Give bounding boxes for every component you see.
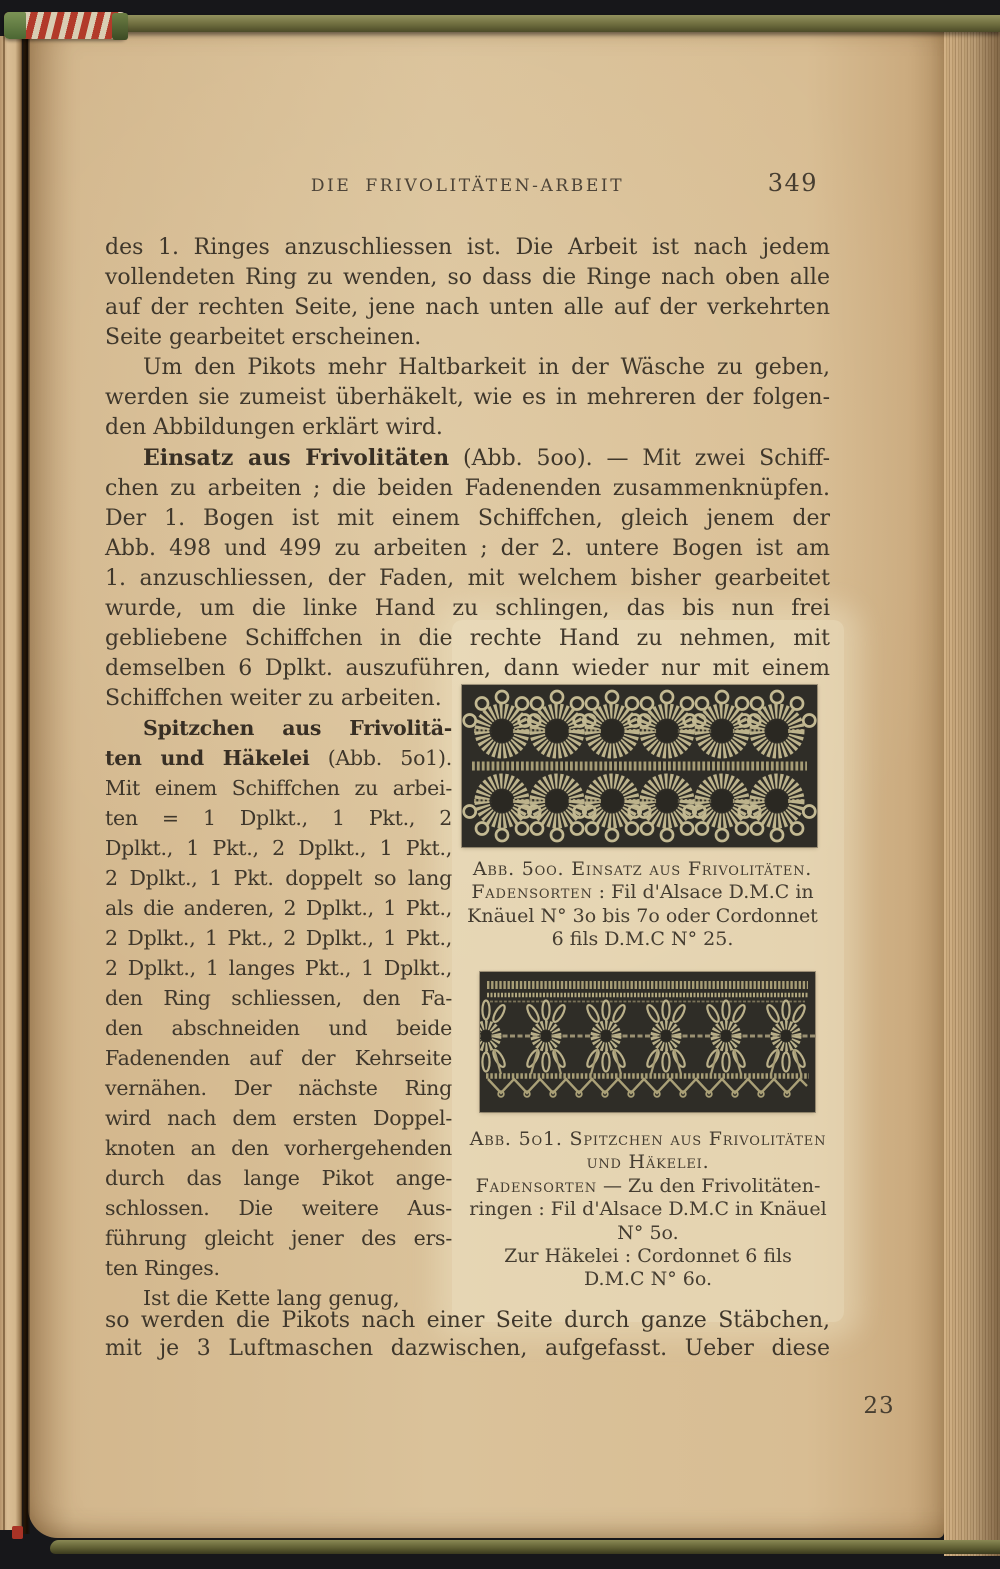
- text-line: den abschneiden und beide: [105, 1016, 452, 1040]
- figure-501-image: [480, 972, 815, 1112]
- text-line: den Ring schliessen, den Fa-: [105, 986, 452, 1010]
- text-line: Ist die Kette lang genug,: [143, 1286, 400, 1310]
- signature-mark: 23: [863, 1393, 895, 1419]
- text-line: chen zu arbeiten ; die beiden Fadenenden zusammenknüpfen.: [105, 476, 830, 501]
- text-line: knoten an den vorhergehenden: [105, 1136, 452, 1160]
- text-line: Zur Häkelei : Cordonnet 6 fils: [504, 1245, 792, 1268]
- text-line: 2 Dplkt., 1 Pkt. doppelt so lang: [105, 866, 452, 890]
- text-line: Schiffchen weiter zu arbeiten.: [105, 686, 442, 711]
- text-line: 1. anzuschliessen, der Faden, mit welchem bisher gearbeitet: [105, 566, 830, 591]
- text-line: ten und Häkelei (Abb. 5o1).: [105, 746, 452, 770]
- book-page: [28, 30, 944, 1538]
- figure-500-image: [462, 685, 817, 847]
- text-line: Fadensorten : Fil d'Alsace D.M.C in: [471, 881, 814, 904]
- text-line: Abb. 5o1. Spitzchen aus Frivolitäten: [469, 1128, 827, 1150]
- running-header: DIE FRIVOLITÄTEN-ARBEIT: [310, 176, 625, 196]
- figure-500-caption: [455, 858, 830, 952]
- text-line: Fadensorten — Zu den Frivolitäten-: [475, 1174, 821, 1197]
- text-line: demselben 6 Dplkt. auszuführen, dann wieder nur mit einem: [105, 656, 830, 681]
- book-cover-top-edge: [106, 15, 1000, 32]
- figure-500-caption-title: [455, 858, 830, 881]
- text-line: gebliebene Schiffchen in die rechte Hand zu nehmen, mit: [105, 626, 830, 651]
- text-line: 6 fils D.M.C N° 25.: [551, 928, 734, 951]
- text-line: Seite gearbeitet erscheinen.: [105, 325, 422, 350]
- figure-501-thread-note: [462, 1175, 834, 1292]
- paragraph-2: [105, 353, 830, 443]
- text-line: Mit einem Schiffchen zu arbei-: [105, 776, 452, 800]
- text-line: wird nach dem ersten Doppel-: [105, 1106, 452, 1130]
- text-line: auf der rechten Seite, jene nach unten alle auf der verkehrten: [105, 295, 830, 320]
- gutter-shadow: [21, 34, 30, 1534]
- text-line: ten = 1 Dplkt., 1 Pkt., 2: [105, 806, 452, 830]
- headband: [4, 12, 126, 39]
- page-number: 349: [767, 169, 818, 197]
- left-column-paragraph: [105, 713, 452, 1283]
- text-line: des 1. Ringes anzuschliessen ist. Die Arbeit ist nach jedem: [105, 235, 830, 260]
- text-line: als die anderen, 2 Dplkt., 1 Pkt.,: [105, 896, 452, 920]
- text-line: mit je 3 Luftmaschen dazwischen, aufgefasst. Ueber diese: [105, 1336, 830, 1361]
- text-line: N° 5o.: [617, 1221, 679, 1244]
- text-line: durch das lange Pikot ange-: [105, 1166, 452, 1190]
- text-line: schlossen. Die weitere Aus-: [105, 1196, 452, 1220]
- text-line: Der 1. Bogen ist mit einem Schiffchen, gleich jenem der: [105, 506, 830, 531]
- text-line: und Häkelei.: [586, 1151, 710, 1174]
- text-line: Einsatz aus Frivolitäten (Abb. 5oo). — Mit zwei Schiff-: [143, 445, 830, 471]
- text-line: werden sie zumeist überhäkelt, wie es in mehreren der folgen-: [105, 385, 830, 410]
- bottom-paragraph: [105, 1307, 830, 1363]
- text-line: vollendeten Ring zu wenden, so dass die Ringe nach oben alle: [105, 265, 830, 290]
- text-line: 2 Dplkt., 1 langes Pkt., 1 Dplkt.,: [105, 956, 452, 980]
- text-line: Dplkt., 1 Pkt., 2 Dplkt., 1 Pkt.,: [105, 836, 452, 860]
- text-line: D.M.C N° 6o.: [583, 1268, 713, 1291]
- text-line: 2 Dplkt., 1 Pkt., 2 Dplkt., 1 Pkt.,: [105, 926, 452, 950]
- text-line: Um den Pikots mehr Haltbarkeit in der Wäsche zu geben,: [143, 355, 830, 380]
- text-line: führung gleicht jener des ers-: [105, 1226, 452, 1250]
- fore-edge-pages: [944, 26, 1000, 1556]
- text-line: ringen : Fil d'Alsace D.M.C in Knäuel: [469, 1198, 827, 1221]
- book-cover-bottom-edge: [50, 1540, 1000, 1554]
- figure-501-caption-title: [462, 1128, 834, 1175]
- text-line: Spitzchen aus Frivolitä-: [143, 716, 452, 740]
- figure-501-caption: [462, 1128, 834, 1292]
- text-line: Abb. 498 und 499 zu arbeiten ; der 2. untere Bogen ist am: [105, 536, 830, 561]
- paragraph-1: [105, 233, 830, 353]
- paragraph-3: [105, 443, 830, 714]
- text-line: so werden die Pikots nach einer Seite durch ganze Stäbchen,: [105, 1308, 830, 1333]
- text-line: Fadenenden auf der Kehrseite: [105, 1046, 452, 1070]
- left-page-edge: [0, 36, 22, 1530]
- text-line: vernähen. Der nächste Ring: [105, 1076, 452, 1100]
- text-line: Abb. 5oo. Einsatz aus Frivolitäten.: [472, 858, 813, 880]
- text-line: den Abbildungen erklärt wird.: [105, 415, 443, 440]
- figure-500-thread-note: [455, 881, 830, 951]
- text-line: wurde, um die linke Hand zu schlingen, das bis nun frei: [105, 596, 830, 621]
- text-line: ten Ringes.: [105, 1256, 220, 1280]
- text-line: Knäuel N° 3o bis 7o oder Cordonnet: [467, 904, 818, 927]
- headband-bottom-speck: [12, 1526, 23, 1539]
